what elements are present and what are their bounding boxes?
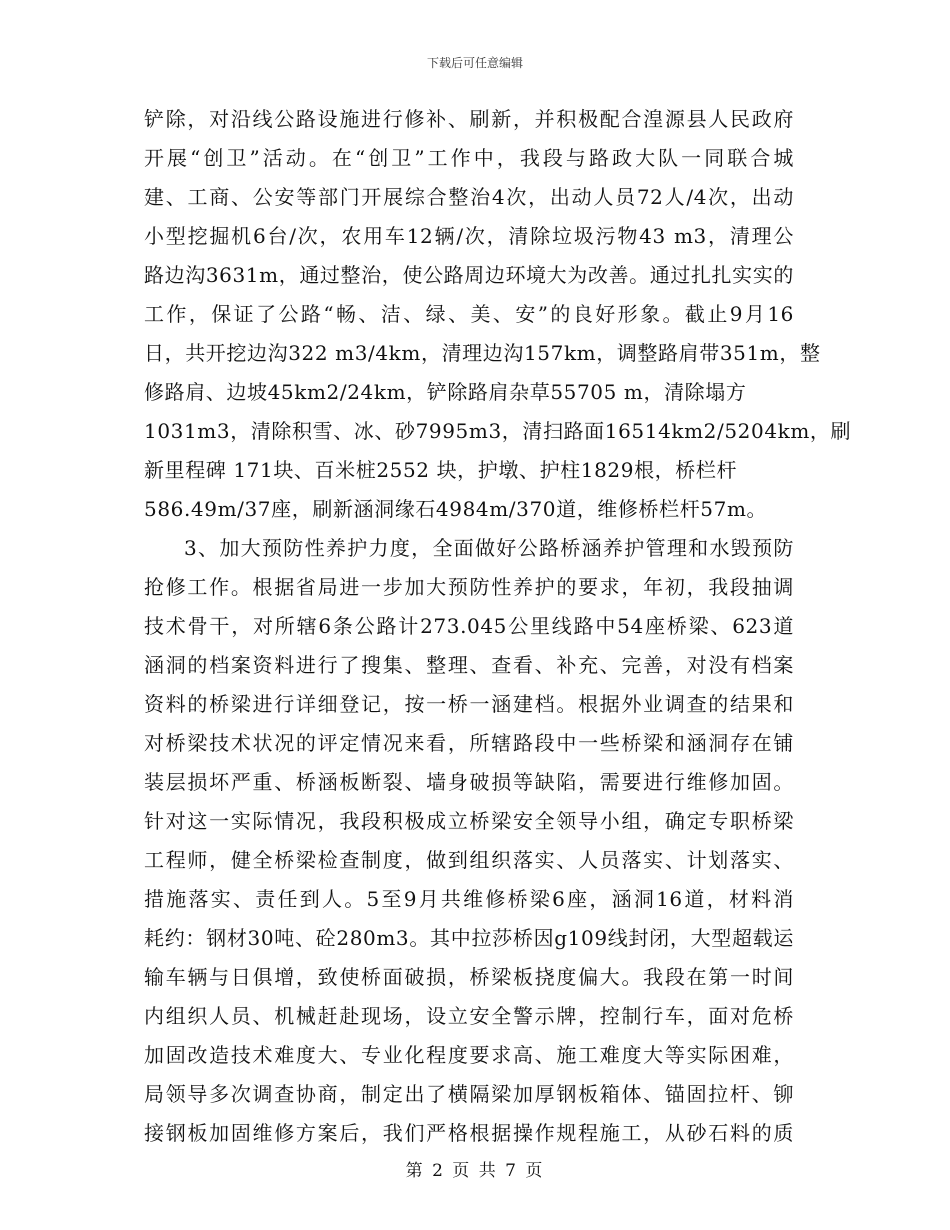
- document-body: [144, 100, 852, 1153]
- text-line: 铲除，对沿线公路设施进行修补、刷新，并积极配合湟源县人民政府: [144, 107, 794, 131]
- text-line: 日，共开挖边沟322 m3/4km，清理边沟157km，调整路肩带351m，整: [144, 341, 821, 365]
- text-line: 技术骨干，对所辖6条公路计273.045公里线路中54座桥梁、623道: [144, 614, 794, 638]
- text-line: 建、工商、公安等部门开展综合整治4次，出动人员72人/4次，出动: [144, 185, 794, 209]
- header-note: 下载后可任意编辑: [426, 56, 523, 70]
- paragraph-first-line: 3、加大预防性养护力度，全面做好公路桥涵养护管理和水毁预防: [184, 536, 794, 560]
- text-line: 措施落实、责任到人。5至9月共维修桥梁6座，涵洞16道，材料消: [144, 887, 794, 911]
- text-line: 耗约：钢材30吨、砼280m3。其中拉莎桥因g109线封闭，大型超载运: [144, 926, 794, 950]
- text-line: 内组织人员、机械赶赴现场，设立安全警示牌，控制行车，面对危桥: [144, 1004, 794, 1028]
- text-line: 装层损坏严重、桥涵板断裂、墙身破损等缺陷，需要进行维修加固。: [144, 770, 794, 794]
- text-line: 抢修工作。根据省局进一步加大预防性养护的要求，年初，我段抽调: [144, 575, 794, 599]
- page-number: 第 2 页 共 7 页: [405, 1161, 545, 1181]
- text-line: 工作，保证了公路“畅、洁、绿、美、安”的良好形象。截止9月16: [144, 302, 794, 326]
- text-line: 输车辆与日俱增，致使桥面破损，桥梁板挠度偏大。我段在第一时间: [144, 965, 794, 989]
- text-line: 1031m3，清除积雪、冰、砂7995m3，清扫路面16514km2/5204km，刷: [144, 419, 852, 443]
- text-line: 工程师，健全桥梁检查制度，做到组织落实、人员落实、计划落实、: [144, 848, 794, 872]
- text-line: 新里程碑 171块、百米桩2552 块，护墩、护柱1829根，桥栏杆: [144, 458, 738, 482]
- text-line: 路边沟3631m，通过整治，使公路周边环境大为改善。通过扎扎实实的: [144, 263, 794, 287]
- text-line: 对桥梁技术状况的评定情况来看，所辖路段中一些桥梁和涵洞存在铺: [144, 731, 794, 755]
- text-line: 开展“创卫”活动。在“创卫”工作中，我段与路政大队一同联合城: [144, 146, 794, 170]
- text-line: 资料的桥梁进行详细登记，按一桥一涵建档。根据外业调查的结果和: [144, 692, 794, 716]
- text-line: 586.49m/37座，刷新涵洞缘石4984m/370道，维修桥栏杆57m。: [144, 497, 768, 521]
- text-line: 修路肩、边坡45km2/24km，铲除路肩杂草55705 m，清除塌方: [144, 380, 747, 404]
- text-line: 针对这一实际情况，我段积极成立桥梁安全领导小组，确定专职桥梁: [144, 809, 794, 833]
- text-line: 小型挖掘机6台/次，农用车12辆/次，清除垃圾污物43 m3，清理公: [144, 224, 794, 248]
- text-line: 局领导多次调查协商，制定出了横隔梁加厚钢板箱体、锚固拉杆、铆: [144, 1082, 794, 1106]
- text-line: 加固改造技术难度大、专业化程度要求高、施工难度大等实际困难，: [144, 1043, 794, 1067]
- text-line: 接钢板加固维修方案后，我们严格根据操作规程施工，从砂石料的质: [144, 1121, 794, 1145]
- text-line: 涵洞的档案资料进行了搜集、整理、查看、补充、完善，对没有档案: [144, 653, 794, 677]
